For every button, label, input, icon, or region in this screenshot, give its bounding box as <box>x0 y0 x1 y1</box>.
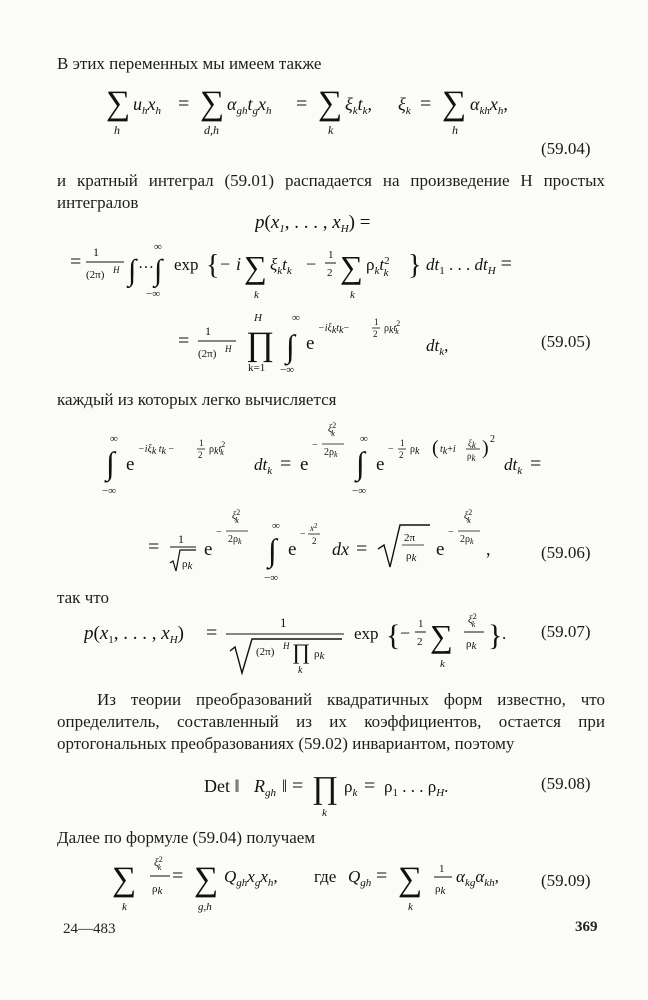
svg-text:αkhxh,: $\alpha_{kh}x_h$, <box>470 94 508 117</box>
svg-text:ρk: ρk <box>435 883 446 897</box>
svg-text:−: − <box>448 527 454 538</box>
svg-text:ρk: ρk <box>466 638 477 652</box>
svg-text:dx: dx <box>332 539 349 559</box>
svg-text:∑: ∑ <box>442 85 467 122</box>
svg-text:2: 2 <box>373 329 378 339</box>
paragraph-4: так что <box>57 588 109 607</box>
equation-59-05-line-3 <box>178 307 468 377</box>
svg-text:x2: $x^2$ <box>310 522 318 533</box>
svg-text:∞: ∞ <box>272 520 280 532</box>
svg-text:{: { <box>206 250 220 281</box>
equation-number-59-06: (59.06) <box>541 543 591 562</box>
svg-text:(: ( <box>432 437 439 459</box>
svg-text:Qgh: $Q_{gh}$ <box>348 867 372 889</box>
svg-text:ρk: $\rho_k$ <box>344 777 358 799</box>
svg-text:2π: 2π <box>404 532 416 544</box>
svg-text:h: h <box>114 123 120 137</box>
svg-text:2: 2 <box>417 636 423 648</box>
svg-text:=: = <box>206 622 218 644</box>
svg-text:exp: exp <box>354 624 379 643</box>
equation-59-07 <box>84 605 524 685</box>
svg-text:ξk: ξk <box>468 438 476 450</box>
svg-text:=: = <box>148 536 160 558</box>
svg-text:=: = <box>70 251 82 273</box>
svg-text:∫: ∫ <box>106 445 115 481</box>
svg-text:ρk: ρk <box>467 451 476 463</box>
svg-text:1: 1 <box>439 863 445 875</box>
equation-59-05-line-1 <box>255 206 415 236</box>
svg-text:где: где <box>314 867 337 886</box>
equation-number-59-09: (59.09) <box>541 871 591 890</box>
svg-text:2ρk: $2\rho_k$ <box>324 447 338 459</box>
svg-text:dtk: $dt_k$ <box>504 455 523 477</box>
svg-text:ξ2k: $\xi^2$ k <box>154 855 163 872</box>
svg-text:,: , <box>486 539 491 559</box>
svg-text:−: − <box>312 440 318 451</box>
svg-text:…: … <box>138 255 154 272</box>
svg-text:ρkt2k: $\rho_kt^2$ k <box>366 255 390 279</box>
svg-text:ρkt2k: ρkt$^2$ k <box>209 440 226 457</box>
svg-text:=: = <box>420 93 432 115</box>
svg-text:2: 2 <box>490 434 495 445</box>
page-number: 369 <box>575 919 598 935</box>
svg-text:k=1: k=1 <box>248 362 266 374</box>
svg-text:−: − <box>400 623 411 643</box>
svg-text:(2π): (2π) <box>256 646 275 658</box>
svg-text:ξ2k: $\xi^2$ k <box>468 612 477 629</box>
svg-text:): ) <box>482 437 489 459</box>
svg-text:e: e <box>306 333 315 354</box>
svg-text:∫: ∫ <box>356 445 365 481</box>
printer-signature: 24—483 <box>63 921 116 937</box>
svg-text:−iξktk−: −iξktk− <box>318 323 350 336</box>
paragraph-2: и кратный интеграл (59.01) распадается на произведение H простых интегралов <box>57 171 605 212</box>
svg-text:}: } <box>408 250 422 281</box>
svg-text:∫: ∫ <box>268 532 277 568</box>
svg-text:∫: ∫ <box>286 328 295 364</box>
svg-text:H: H <box>283 641 290 651</box>
svg-text:∑: ∑ <box>318 85 343 122</box>
svg-text:1: 1 <box>93 245 99 259</box>
svg-text:g,h: g,h <box>198 901 212 913</box>
svg-text:ξktk,: $\xi_kt_k$, <box>345 94 373 117</box>
svg-text:∫: ∫ <box>154 254 163 287</box>
svg-text:∞: ∞ <box>154 241 162 253</box>
svg-text:ξ2k: $\xi^2$ k <box>328 421 337 438</box>
svg-text:−∞: −∞ <box>102 485 117 497</box>
svg-text:αghtgxh: $\alpha_{gh}t_gx_h$ <box>227 94 272 117</box>
svg-text:e: e <box>204 539 213 560</box>
svg-text:ρk: ρk <box>182 558 193 572</box>
svg-text:1: 1 <box>199 438 204 448</box>
svg-text:∑: ∑ <box>398 861 423 898</box>
paragraph-6: Далее по формуле (59.04) получаем <box>57 828 316 847</box>
svg-text:∑: ∑ <box>106 85 131 122</box>
svg-text:ξ2k: $\xi^2$ k <box>232 508 241 525</box>
svg-text:=: = <box>178 330 190 352</box>
svg-text:i: i <box>236 254 242 274</box>
svg-text:k: k <box>440 658 445 670</box>
svg-text:1: 1 <box>205 324 211 338</box>
svg-text:∑: ∑ <box>200 85 225 122</box>
svg-text:∏: ∏ <box>312 769 339 805</box>
svg-text:h: h <box>452 123 458 137</box>
equation-number-59-04: (59.04) <box>541 139 591 158</box>
svg-text:e: e <box>288 539 297 560</box>
svg-text:=: = <box>178 93 190 115</box>
svg-text:ρk: ρk <box>314 648 325 662</box>
svg-text:dtk,: $dt_k$, <box>426 336 449 358</box>
svg-text:∞: ∞ <box>360 433 368 445</box>
svg-text:dt1 . . . dtH =: $dt_1$ . . . $dt_H$ = <box>426 253 512 277</box>
svg-text:ρkt2k: ρkt$^2$ k <box>384 319 401 336</box>
svg-text:−: − <box>220 254 231 274</box>
svg-text:−: − <box>388 444 394 455</box>
svg-text:=: = <box>172 865 184 887</box>
svg-text:ρk: ρk <box>152 883 163 897</box>
equation-59-06-line-2 <box>148 505 528 587</box>
svg-text:e: e <box>126 454 135 475</box>
svg-text:Rgh: $R_{gh}$ <box>254 776 276 799</box>
svg-text:k: k <box>122 901 127 913</box>
svg-text:−: − <box>306 254 317 274</box>
svg-text:∑: ∑ <box>244 249 267 285</box>
svg-text:2: 2 <box>312 536 317 546</box>
svg-text:k: k <box>328 123 334 137</box>
svg-text:H: H <box>225 344 232 354</box>
svg-text:k: k <box>298 665 303 676</box>
svg-text:2ρk: $2\rho_k$ <box>460 534 474 546</box>
svg-text:dtk: $dt_k$ <box>254 455 273 477</box>
svg-text:∑: ∑ <box>430 618 453 654</box>
svg-text:k: k <box>322 807 327 819</box>
svg-text:‖: ‖ <box>282 776 288 796</box>
svg-text:k: k <box>350 289 355 301</box>
equation-number-59-08: (59.08) <box>541 774 591 793</box>
paragraph-3: каждый из которых легко вычисляется <box>57 390 337 409</box>
svg-text:∑: ∑ <box>194 861 219 898</box>
svg-text:ξk: $\xi_k$ <box>398 94 411 117</box>
svg-text:uhxh: $u_hx_h$ <box>133 94 161 117</box>
svg-text:−∞: −∞ <box>280 364 295 376</box>
svg-text:∏: ∏ <box>246 326 274 363</box>
equation-59-09 <box>112 850 532 918</box>
svg-text:H: H <box>254 312 262 324</box>
equation-59-06-line-1 <box>102 418 592 502</box>
svg-text:−: − <box>300 529 306 540</box>
svg-text:ρk: ρk <box>406 550 417 564</box>
svg-text:e: e <box>436 539 445 560</box>
svg-text:=: = <box>376 865 388 887</box>
svg-text:(2π): (2π) <box>86 269 105 281</box>
equation-number-59-05: (59.05) <box>541 332 591 351</box>
svg-text:H: H <box>113 265 120 275</box>
svg-text:∑: ∑ <box>112 861 137 898</box>
svg-text:exp: exp <box>174 255 199 274</box>
svg-text:ρ1 . . . ρH.: $\rho_1$ . . . $\rho_H$. <box>384 777 449 799</box>
svg-text:2: 2 <box>399 450 404 460</box>
svg-text:ξktk: $\xi_kt_k$ <box>270 255 292 277</box>
svg-text:1: 1 <box>178 532 184 546</box>
svg-text:1: 1 <box>374 317 379 327</box>
svg-text:=: = <box>292 775 304 797</box>
paragraph-5: Из теории преобразований квадратичных форм известно, что определитель, составленный из их коэффициентов, остается при ортогональных преобразованиях (59.02) инвариантом, поэтому <box>57 690 605 753</box>
svg-text:2ρk: $2\rho_k$ <box>228 534 242 546</box>
svg-text:1: 1 <box>328 249 334 261</box>
svg-text:1: 1 <box>280 615 287 630</box>
svg-text:Det ‖: Det ‖ <box>204 776 240 796</box>
paragraph-1: В этих переменных мы имеем также <box>57 54 322 73</box>
svg-text:k: k <box>408 901 413 913</box>
svg-text:=: = <box>356 538 368 560</box>
svg-text:tk+i: tk+i <box>440 444 456 457</box>
svg-text:1: 1 <box>400 438 405 448</box>
svg-text:{: { <box>386 619 401 652</box>
svg-text:αkgαkh,: $\alpha_{kg}\alpha_{kh}$, <box>456 867 499 889</box>
svg-text:2: 2 <box>327 267 333 279</box>
svg-text:}: } <box>488 619 503 652</box>
svg-text:1: 1 <box>418 618 424 630</box>
svg-text:=: = <box>280 453 292 475</box>
svg-text:e: e <box>300 454 309 475</box>
svg-text:p(x1, . . . , xH) =: $p(x_1$, . . . , $x_H$) = <box>255 212 371 235</box>
svg-text:ξ2k: $\xi^2$ k <box>464 508 473 525</box>
svg-text:=: = <box>364 775 376 797</box>
svg-text:Qghxgxh,: $Q_{gh}x_gx_h$, <box>224 867 278 889</box>
svg-text:∏: ∏ <box>292 639 311 664</box>
svg-text:d,h: d,h <box>204 123 219 137</box>
svg-text:−∞: −∞ <box>352 485 367 497</box>
svg-text:−∞: −∞ <box>146 288 161 300</box>
equation-59-04 <box>100 80 540 142</box>
equation-number-59-07: (59.07) <box>541 622 591 641</box>
svg-text:p(x1, . . . , xH): $p(x_1$, . . . , $x_H$) <box>84 623 184 646</box>
svg-text:2: 2 <box>198 450 203 460</box>
equation-59-08 <box>204 766 474 824</box>
svg-text:−iξk tk −: −iξk tk − <box>138 444 175 457</box>
svg-text:∞: ∞ <box>292 312 300 324</box>
svg-text:k: k <box>254 289 259 301</box>
svg-text:e: e <box>376 454 385 475</box>
svg-text:=: = <box>296 93 308 115</box>
svg-text:(2π): (2π) <box>198 348 217 360</box>
svg-text:−: − <box>216 527 222 538</box>
svg-text:∑: ∑ <box>340 249 363 285</box>
svg-text:.: . <box>502 624 507 643</box>
svg-text:ρk: ρk <box>410 444 420 457</box>
svg-text:∞: ∞ <box>110 433 118 445</box>
equation-59-05-line-2 <box>70 240 590 306</box>
svg-text:∫: ∫ <box>128 254 137 287</box>
svg-text:−∞: −∞ <box>264 572 279 584</box>
svg-text:=: = <box>530 453 542 475</box>
